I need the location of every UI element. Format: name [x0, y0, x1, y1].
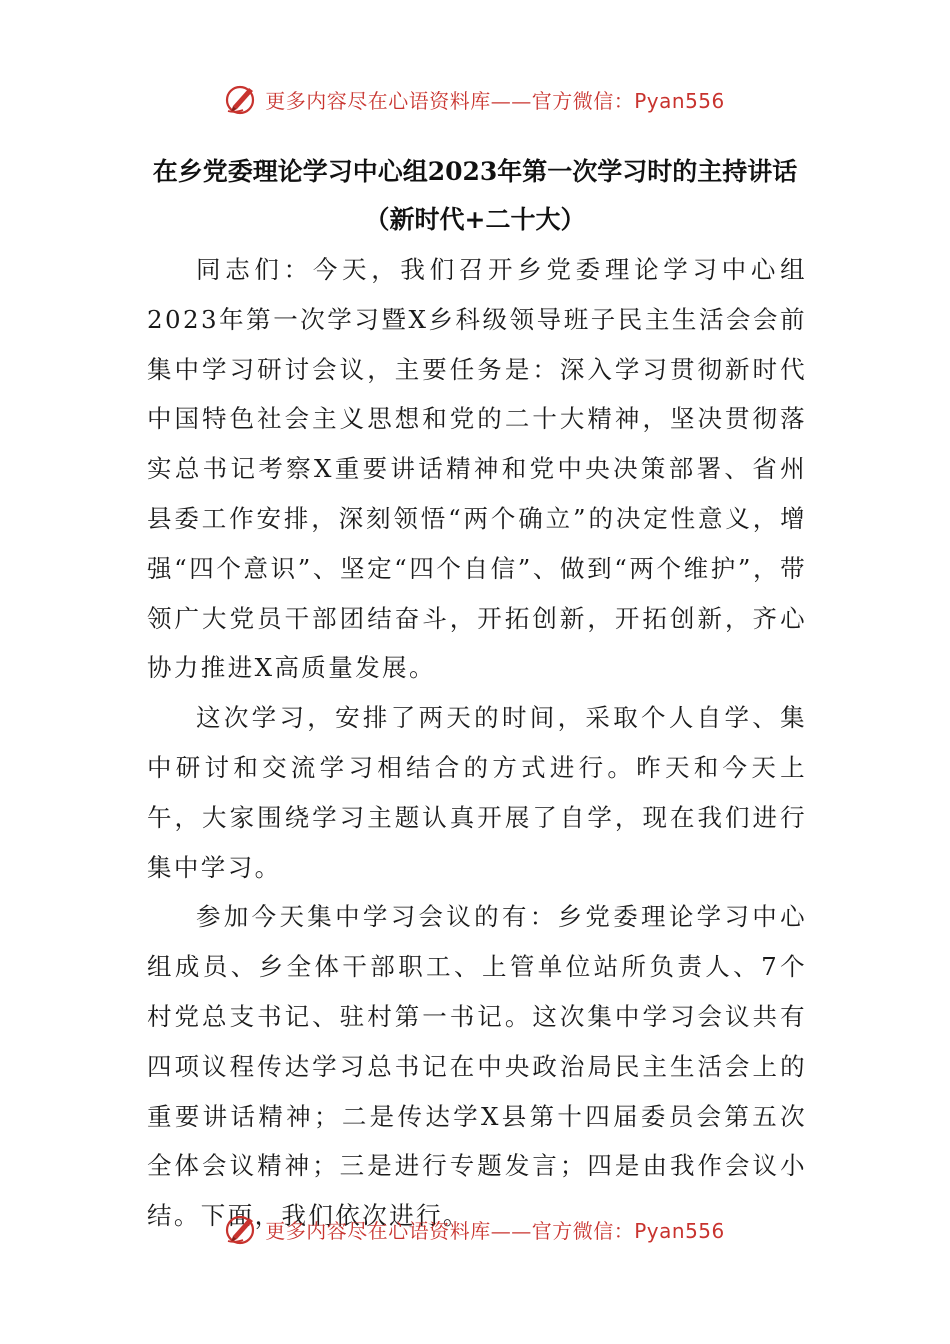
- wechat-id: Pyan556: [634, 1218, 725, 1243]
- pen-logo-icon: [225, 1212, 259, 1246]
- page-subtitle: （新时代+二十大）: [364, 205, 586, 234]
- watermark-text: 更多内容尽在心语资料库——官方微信：Pyan556: [265, 88, 725, 113]
- paragraph: 这次学习，安排了两天的时间，采取个人自学、集中研讨和交流学习相结合的方式进行。昨天和今天上午，大家围绕学习主题认真开展了自学，现在我们进行集中学习。: [147, 703, 807, 882]
- page-title: 在乡党委理论学习中心组2023年第一次学习时的主持讲话: [152, 157, 798, 186]
- document-body: [147, 245, 807, 1241]
- wechat-id: Pyan556: [634, 88, 725, 113]
- watermark-banner-bottom: [0, 1212, 950, 1246]
- watermark-banner-top: [0, 82, 950, 116]
- pen-logo-icon: [225, 82, 259, 116]
- watermark-text: 更多内容尽在心语资料库——官方微信：Pyan556: [265, 1218, 725, 1243]
- paragraph: 同志们：今天，我们召开乡党委理论学习中心组2023年第一次学习暨X乡科级领导班子民主生活会会前集中学习研讨会议，主要任务是：深入学习贯彻新时代中国特色社会主义思想和党的二十大精神，坚决贯彻落实总书记考察X重要讲话精神和党中央决策部署、省州县委工作安排，深刻领悟“两个确立”的决定性意义，增强“四个意识”、坚定“四个自信”、做到“两个维护”，带领广大党员干部团结奋斗，开拓创新，开拓创新，齐心协力推进X高质量发展。: [147, 255, 807, 683]
- paragraph: 参加今天集中学习会议的有：乡党委理论学习中心组成员、乡全体干部职工、上管单位站所负责人、7个村党总支书记、驻村第一书记。这次集中学习会议共有四项议程传达学习总书记在中央政治局民主生活会上的重要讲话精神；二是传达学X县第十四届委员会第五次全体会议精神；三是进行专题发言；四是由我作会议小结。下面，我们依次进行。: [147, 902, 807, 1231]
